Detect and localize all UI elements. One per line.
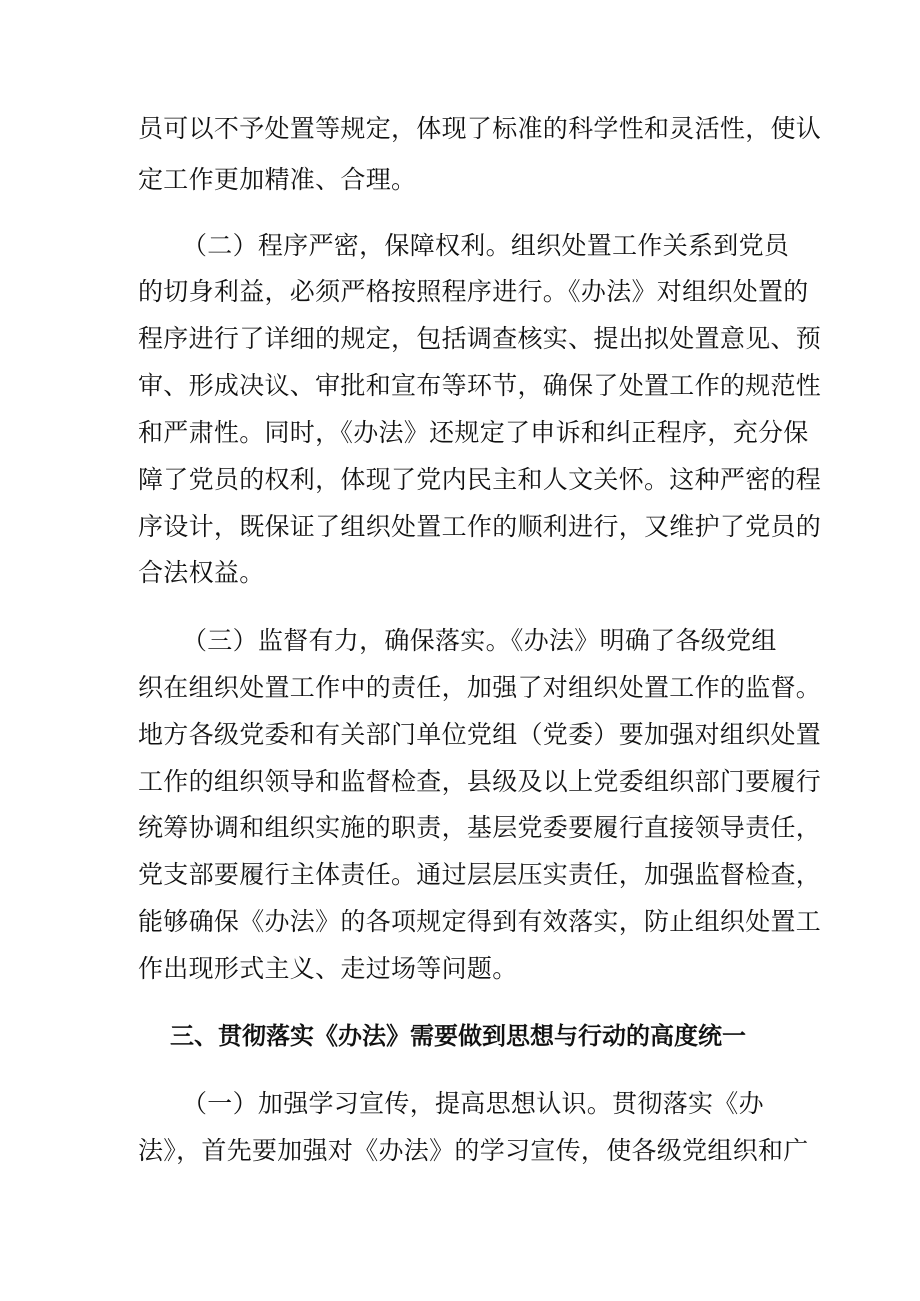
paragraph-line: 定工作更加精准、合理。: [138, 165, 417, 194]
paragraph-line: 党支部要履行主体责任。通过层层压实责任，加强监督检查，: [138, 860, 822, 889]
paragraph-line: 织在组织处置工作中的责任，加强了对组织处置工作的监督。: [138, 673, 822, 702]
paragraph-line: （三）监督有力，确保落实。《办法》明确了各级党组: [182, 626, 777, 655]
paragraph-line: 障了党员的权利，体现了党内民主和人文关怀。这种严密的程: [138, 465, 822, 494]
paragraph-line: 合法权益。: [138, 558, 265, 587]
paragraph-line: 的切身利益，必须严格按照程序进行。《办法》对组织处置的: [138, 277, 809, 306]
paragraph-line: 序设计，既保证了组织处置工作的顺利进行，又维护了党员的: [138, 512, 822, 541]
paragraph-line: 和严肃性。同时，《办法》还规定了申诉和纠正程序，充分保: [138, 418, 809, 447]
section-heading: 三、贯彻落实《办法》需要做到思想与行动的高度统一: [170, 1022, 746, 1050]
paragraph-line: （一）加强学习宣传，提高思想认识。贯彻落实《办: [182, 1089, 764, 1118]
paragraph-line: 审、形成决议、审批和宣布等环节，确保了处置工作的规范性: [138, 371, 822, 400]
paragraph-line: 法》，首先要加强对《办法》的学习宣传，使各级党组织和广: [138, 1136, 809, 1165]
paragraph-line: 作出现形式主义、走过场等问题。: [138, 954, 518, 983]
paragraph-line: 程序进行了详细的规定，包括调查核实、提出拟处置意见、预: [138, 324, 822, 353]
paragraph-line: 地方各级党委和有关部门单位党组（党委）要加强对组织处置: [138, 720, 822, 749]
paragraph-line: 统筹协调和组织实施的职责，基层党委要履行直接领导责任，: [138, 813, 822, 842]
paragraph-line: 员可以不予处置等规定，体现了标准的科学性和灵活性，使认: [138, 114, 822, 143]
paragraph-line: 工作的组织领导和监督检查，县级及以上党委组织部门要履行: [138, 767, 822, 796]
paragraph-line: （二）程序严密，保障权利。组织处置工作关系到党员: [182, 231, 790, 260]
paragraph-line: 能够确保《办法》的各项规定得到有效落实，防止组织处置工: [138, 907, 822, 936]
